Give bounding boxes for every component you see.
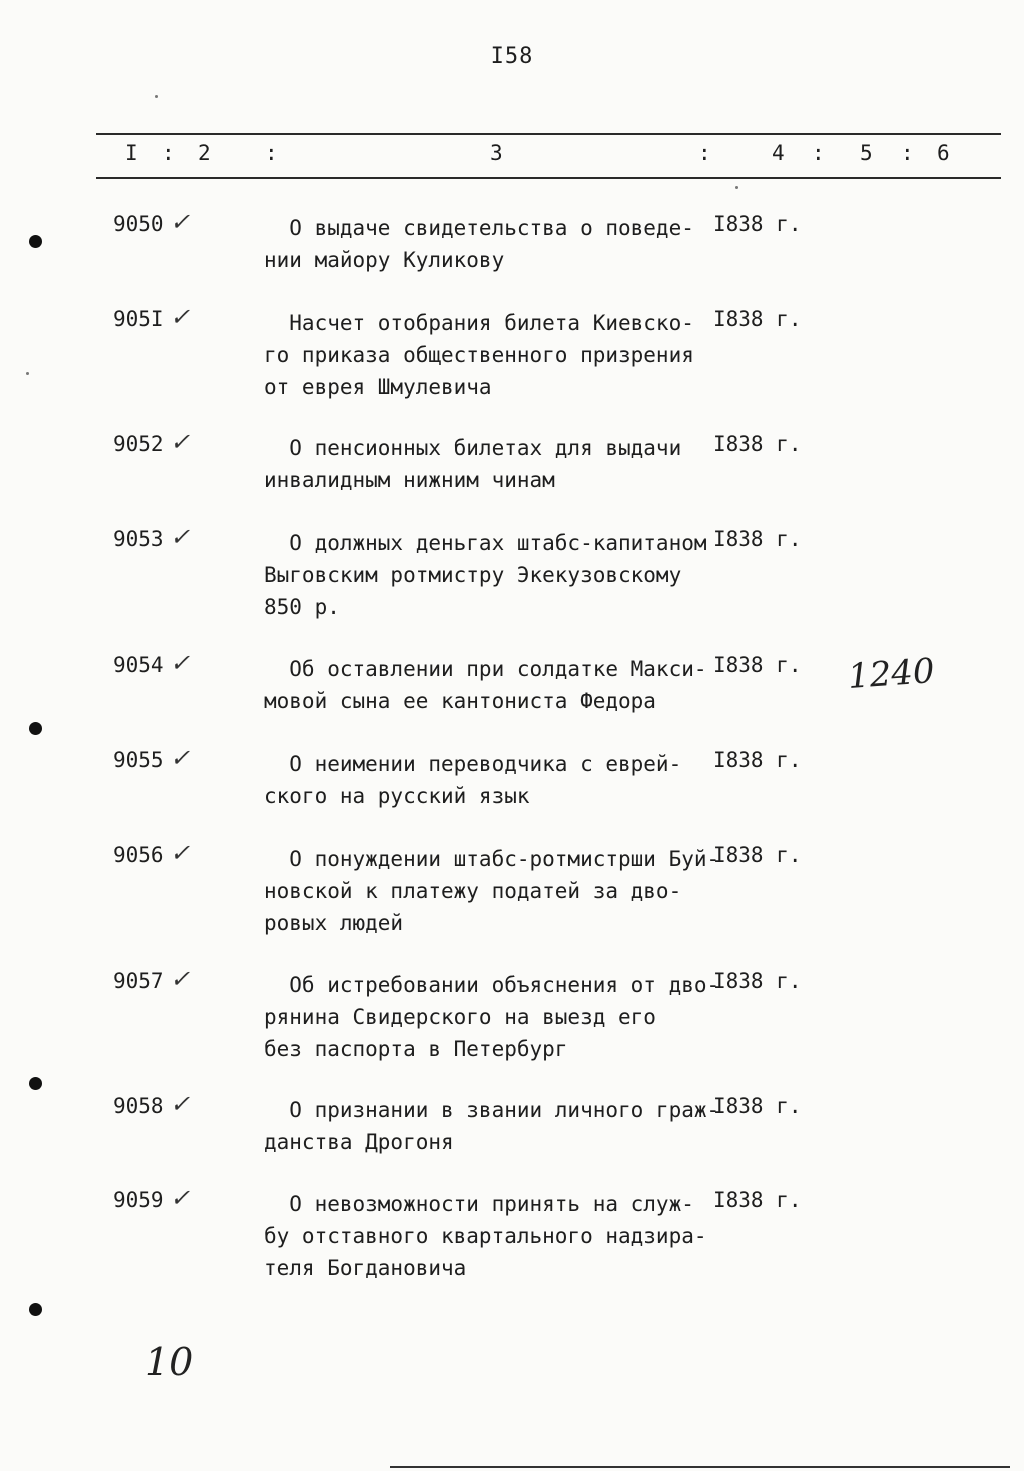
entry-title-line: рянина Свидерского на выезд его [264,1005,656,1029]
entry-number: 9054 [113,653,164,677]
column-4-label: 4 [772,141,785,165]
column-3-label: 3 [490,141,503,165]
entry-title-line: го приказа общественного призрения [264,343,694,367]
handwritten-sheet-count: 1240 [846,651,936,697]
entry-number: 905I [113,307,164,331]
binding-hole [29,1077,42,1090]
speck [155,95,158,98]
entry-title-line: 850 р. [264,595,340,619]
checkmark-icon: ✓ [170,303,191,331]
entry-title-line: Выговским ротмистру Экекузовскому [264,563,682,587]
entry-title [264,212,709,276]
binding-hole [29,235,42,248]
entry-title-line: О выдаче свидетельства о поведе- [264,216,694,240]
entry-number: 9050 [113,212,164,236]
entry-year: I838 г. [713,1094,802,1118]
entry-title-line: О понуждении штабс-ротмистрши Буй- [264,847,720,871]
entry-year: I838 г. [713,748,802,772]
column-2-label: 2 [198,141,211,165]
checkmark-icon: ✓ [170,744,191,772]
column-header [0,141,1024,171]
handwritten-page-mark: 10 [145,1340,194,1384]
entry-title-line: бу отставного квартального надзира- [264,1224,707,1248]
column-1-label: I [125,141,138,165]
column-separator: : [162,141,175,165]
header-bottom-rule [96,177,1001,179]
entry-number: 9059 [113,1188,164,1212]
entry-number: 9056 [113,843,164,867]
entry-title-line: ского на русский язык [264,784,530,808]
header-top-rule [96,133,1001,135]
entry-number: 9053 [113,527,164,551]
entry-year: I838 г. [713,432,802,456]
entry-year: I838 г. [713,527,802,551]
checkmark-icon: ✓ [170,208,191,236]
column-6-label: 6 [937,141,950,165]
checkmark-icon: ✓ [170,1184,191,1212]
entry-title-line: мовой сына ее кантониста Федора [264,689,656,713]
entry-title-line: нии майору Куликову [264,248,505,272]
checkmark-icon: ✓ [170,1090,191,1118]
entry-title-line: новской к платежу податей за дво- [264,879,682,903]
entry-year: I838 г. [713,653,802,677]
entry-title [264,843,720,939]
entry-title [264,969,720,1065]
entry-title [264,432,709,496]
entry-title [264,748,709,812]
entry-title-line: ровых людей [264,911,404,935]
checkmark-icon: ✓ [170,428,191,456]
entry-title-line: О невозможности принять на служ- [264,1192,694,1216]
entry-title [264,653,709,717]
column-separator: : [901,141,914,165]
checkmark-icon: ✓ [170,965,191,993]
entry-title-line: без паспорта в Петербург [264,1037,568,1061]
entry-title [264,527,709,623]
page-bottom-edge [390,1466,1010,1468]
column-separator: : [812,141,825,165]
binding-hole [29,722,42,735]
checkmark-icon: ✓ [170,649,191,677]
column-separator: : [698,141,711,165]
column-5-label: 5 [860,141,873,165]
entry-title [264,307,709,403]
entry-title-line: О неимении переводчика с еврей- [264,752,682,776]
entry-title-line: данства Дрогоня [264,1130,454,1154]
column-separator: : [265,141,278,165]
entry-number: 9058 [113,1094,164,1118]
checkmark-icon: ✓ [170,523,191,551]
entry-year: I838 г. [713,969,802,993]
binding-hole [29,1303,42,1316]
entry-title-line: Об оставлении при солдатке Макси- [264,657,707,681]
entry-title-line: О признании в звании личного граж- [264,1098,720,1122]
entry-title-line: О пенсионных билетах для выдачи [264,436,682,460]
entry-year: I838 г. [713,307,802,331]
entry-title-line: Об истребовании объяснения от дво- [264,973,720,997]
entry-number: 9057 [113,969,164,993]
entry-title-line: инвалидным нижним чинам [264,468,555,492]
entry-year: I838 г. [713,1188,802,1212]
entry-year: I838 г. [713,843,802,867]
speck [26,372,29,375]
entry-title-line: Насчет отобрания билета Киевско- [264,311,694,335]
entry-title-line: теля Богдановича [264,1256,467,1280]
entry-number: 9052 [113,432,164,456]
speck [735,186,738,189]
entry-title [264,1188,709,1284]
entry-title [264,1094,720,1158]
entry-year: I838 г. [713,212,802,236]
entry-number: 9055 [113,748,164,772]
entry-title-line: от еврея Шмулевича [264,375,492,399]
page-number: I58 [490,44,534,69]
checkmark-icon: ✓ [170,839,191,867]
entry-title-line: О должных деньгах штабс-капитаном [264,531,707,555]
